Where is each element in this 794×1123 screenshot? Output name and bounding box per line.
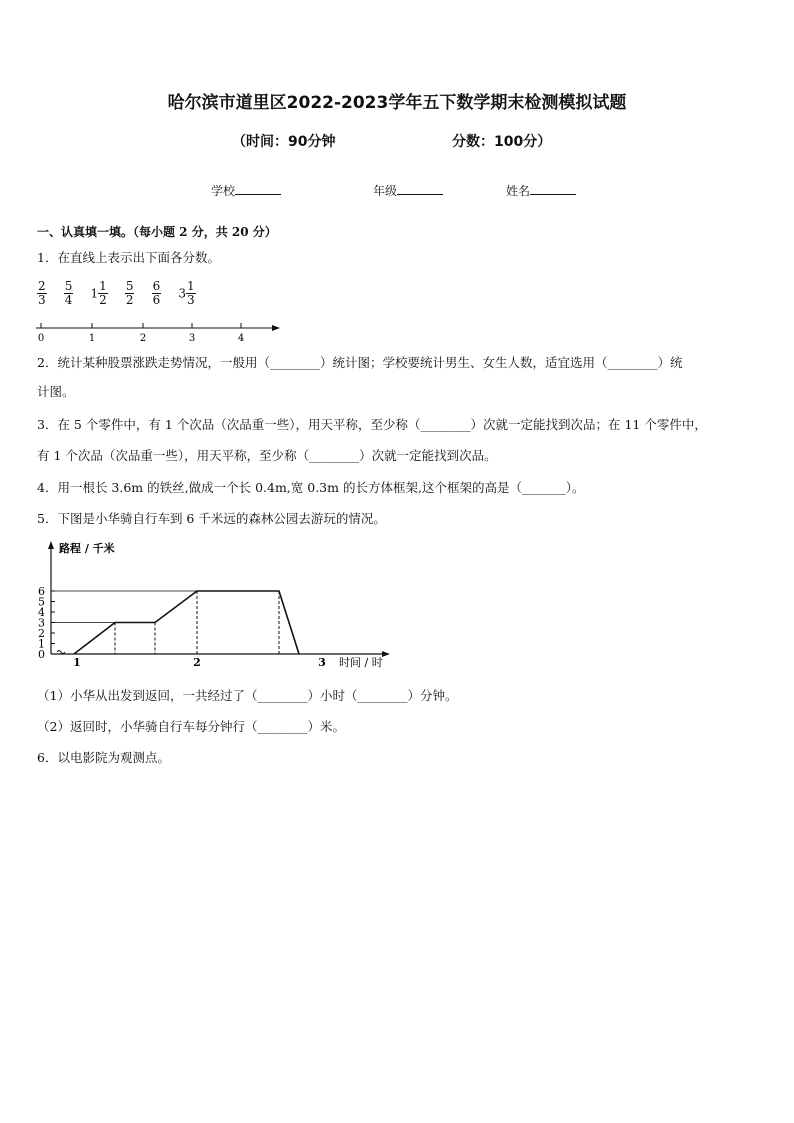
fraction-item [152,280,162,307]
section-heading: 一、认真填一填。（每小题 2 分，共 20 分） [37,225,277,239]
fraction-numerator: 1 [186,279,195,293]
fraction-whole: 3 [178,286,186,301]
score-label: 分数：100分） [452,134,552,150]
y-tick-label: 1 [38,637,45,651]
y-tick-label: 3 [38,616,45,630]
y-tick-label: 2 [38,627,45,640]
y-axis-label: 路程 / 千米 [59,542,115,555]
name-blank [530,182,576,195]
grade-label: 年级 [373,184,398,198]
name-field [506,182,576,199]
grade-blank [397,182,443,195]
number-line-label: 0 [37,333,45,344]
fraction-denominator: 3 [186,293,195,307]
x-tick-label: 3 [318,656,326,669]
number-line-label: 2 [139,333,147,344]
y-tick-label: 0 [38,648,45,661]
question-5-sub-1: （1）小华从出发到返回，一共经过了（________）小时（________）分钟。 [37,688,458,703]
time-label: （时间：90分钟 [232,134,336,150]
x-axis-arrow [382,651,390,657]
fraction-numerator: 2 [38,279,46,293]
fraction-denominator: 2 [125,293,134,307]
question-1: 1．在直线上表示出下面各分数。 [37,250,220,265]
number-line-ticks [41,323,241,328]
fraction-item [178,280,195,307]
x-tick-label: 1 [73,656,81,669]
y-axis-arrow [48,541,54,549]
school-field [211,182,281,199]
fraction-numerator: 5 [64,279,73,293]
fraction-item [90,280,107,307]
distance-time-chart [37,538,399,672]
question-3-line-2: 有 1 个次品（次品重一些），用天平称，至少称（________）次就一定能找到次品。 [37,448,497,463]
fraction-item [37,280,47,307]
x-axis-label: 时间 / 时 [339,656,383,669]
fraction-numerator: 5 [125,279,134,293]
fraction-denominator: 2 [99,293,107,307]
number-line-arrow [272,325,280,331]
name-label: 姓名 [506,184,531,198]
question-4: 4．用一根长 3.6m 的铁丝,做成一个长 0.4m,宽 0.3m 的长方体框架,这个框架的高是（_______）。 [37,480,585,495]
fraction-denominator: 3 [38,293,46,307]
fraction-whole: 1 [90,286,99,301]
school-label: 学校 [211,184,236,198]
y-tick-label: 5 [38,595,45,609]
number-line-label: 1 [88,333,96,344]
school-blank [235,182,281,195]
fraction-list [37,280,196,307]
number-line [30,318,290,344]
question-2-line-2: 计图。 [37,384,75,399]
fraction-denominator: 6 [152,293,161,307]
question-2-line-1: 2．统计某种股票涨跌走势情况，一般用（________）统计图；学校要统计男生、女生人数，适宜选用（________）统 [37,355,683,370]
question-5-sub-2: （2）返回时，小华骑自行车每分钟行（________）米。 [37,719,345,734]
y-tick-label: 6 [38,585,45,598]
number-line-label: 4 [237,333,245,344]
question-5: 5．下图是小华骑自行车到 6 千米远的森林公园去游玩的情况。 [37,511,386,526]
axis-break-mark [57,651,65,654]
number-line-label: 3 [188,333,196,344]
question-6: 6．以电影院为观测点。 [37,750,170,765]
grade-field [373,182,443,199]
fraction-item [64,280,74,307]
x-tick-label: 2 [193,656,201,669]
fraction-numerator: 1 [99,279,107,293]
y-tick-label: 4 [38,606,45,619]
fraction-denominator: 4 [64,293,73,307]
fraction-item [125,280,135,307]
fraction-numerator: 6 [152,279,161,293]
question-3-line-1: 3．在 5 个零件中，有 1 个次品（次品重一些），用天平称，至少称（________）次就一定能找到次品；在 11 个零件中， [37,417,707,432]
page-title: 哈尔滨市道里区2022-2023学年五下数学期末检测模拟试题 [167,93,627,113]
